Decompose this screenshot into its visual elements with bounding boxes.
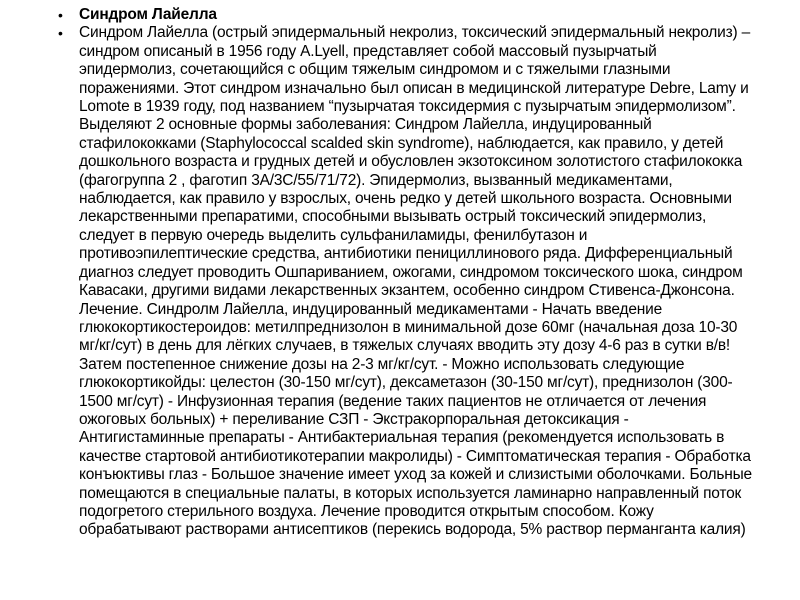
slide-body-text: Синдром Лайелла (острый эпидермальный некролиз, токсический эпидермальный некролиз) – синдром описаный в 1956 году A.Lyell, представляет собой массовый пузырчатый эпидермолиз, сочетающийся с общим тяжелым синдромом и с тяжелыми глазными поражениями. Этот синдром изначально был описан в медицинской литературе Debre, Lamy и Lomote в 1939 году, под названием “пузырчатая токсидермия с пузырчатым эпидермолизом”. Выделяют 2 основные формы заболевания: Синдром Лайелла, индуцированный стафилококками (Staphylococcal scalded skin syndrome), наблюдается, как правило, у детей дошкольного возраста и грудных детей и обусловлен экзотоксином золотистого стафилококка (фагогруппа 2 , фаготип 3А/3С/55/71/72). Эпидермолиз, вызванный медикаментами, наблюдается, как правило у взрослых, очень редко у детей школьного возраста. Основными лекарственными препаратими, способными вызывать острый токсический эпидермолиз, следует в первую очередь выделить сульфаниламиды, фенилбутазон и противоэпилептические средства, антибиотики пенициллинового ряда. Дифференциальный диагноз следует проводить Ошпариванием, ожогами, синдромом токсического шока, синдром Кавасаки, другими видами лекарственных экзантем, особенно синдром Стивенса-Джонсона. Лечение. Синдролм Лайелла, индуцированный медикаментами - Начать введение глюкокортикостероидов: метилпреднизолон в минимальной дозе 60мг (начальная доза 10-30 мг/кг/сут) в день для лёгких случаев, в тяжелых случаях вводить эту дозу 4-6 раз в сутки в/в! Затем постепенное снижение дозы на 2-3 мг/кг/сут. - Можно использовать следующие глюкокортикойды: целестон (30-150 мг/сут), дексаметазон (30-150 мг/сут), преднизолон (300-1500 мг/сут) - Инфузионная терапия (ведение таких пациентов не отличается от лечения ожоговых больных) + переливание СЗП - Экстракорпоральная детоксикация - Антигистаминные препараты - Антибактериальная терапия (рекомендуется использовать в качестве стартовой антибиотикотерапии макролиды) - Симптоматическая терапия - Обработка конъюктивы глаз - Большое значение имеет уход за кожей и слизистыми оболочками. Больные помещаются в специальные палаты, в которых используется ламинарно направленный поток подогретого стерильного воздуха. Лечение проводится открытым способом. Кожу обрабатывают растворами антисептиков (перекись водорода, 5% раствор перманганта калия) <box>79 24 752 539</box>
bullet-item-body <box>58 24 754 539</box>
bullet-item-title <box>58 6 754 24</box>
bullet-list <box>58 6 754 540</box>
bullet-marker: • <box>58 25 63 42</box>
slide-title: Синдром Лайелла <box>79 6 217 23</box>
bullet-marker: • <box>58 7 63 23</box>
